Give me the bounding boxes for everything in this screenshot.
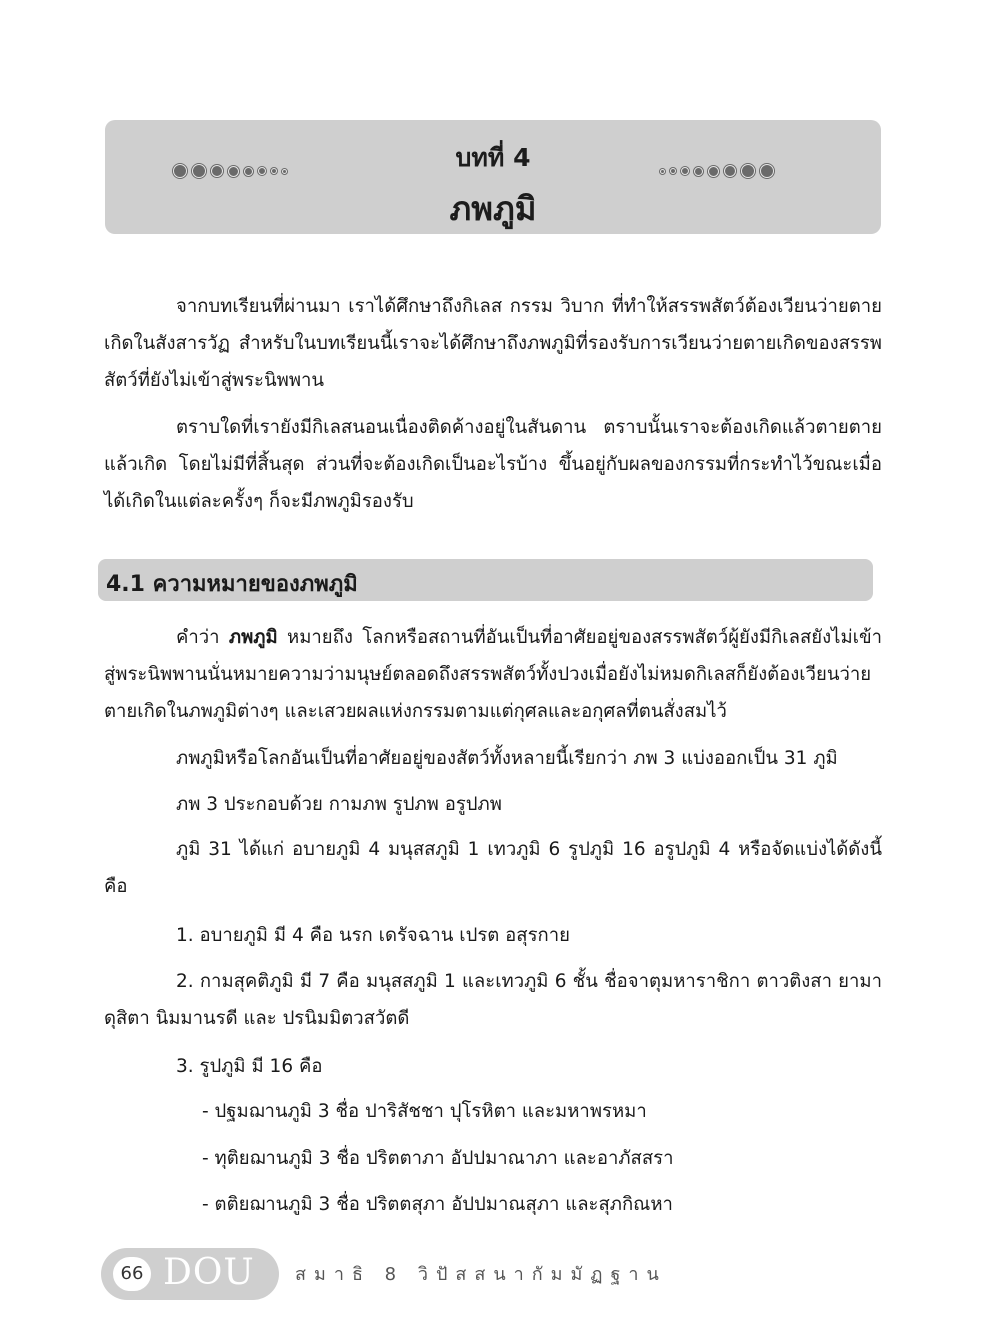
chapter-number: บทที่ 4 [455,143,531,172]
list-item-2: 2. กามสุคติภูมิ มี 7 คือ มนุสสภูมิ 1 และเทวภูมิ 6 ชั้น ชื่อจาตุมหาราชิกา ตาวติงสา ยามา ดุสิตา นิมมานรดี และ ปรนิมมิตวสวัตดี [104,971,882,1029]
worlds-paragraph: ภพภูมิหรือโลกอันเป็นที่อาศัยอยู่ของสัตว์ทั้งหลายนี้เรียกว่า ภพ 3 แบ่งออกเป็น 31 ภูมิ [176,748,838,769]
page-number: 66 [113,1257,151,1291]
section-title: 4.1 ความหมายของภพภูมิ [106,572,358,597]
sub-item-2: - ทุติยฌานภูมิ 3 ชื่อ ปริตตาภา อัปปมาณาภา และอาภัสสรา [202,1148,674,1169]
bhumi-31-paragraph: ภูมิ 31 ได้แก่ อบายภูมิ 4 มนุสสภูมิ 1 เทวภูมิ 6 รูปภูมิ 16 อรูปภูมิ 4 หรือจัดแบ่งได้ดังนี้ คือ [104,839,882,897]
footer-badge [101,1248,279,1300]
intro-paragraph-2: ตราบใดที่เรายังมีกิเลสนอนเนื่องติดค้างอยู่ในสันดาน ตราบนั้นเราจะต้องเกิดแล้วตายตายแล้วเกิด โดยไม่มีที่สิ้นสุด ส่วนที่จะต้องเกิดเป็นอะไรบ้าง ขึ้นอยู่กับผลของกรรมที่กระทำไว้ขณะเมื่อได้เกิดในแต่ละครั้งๆ ก็จะมีภพภูมิรองรับ [104,417,882,512]
bhava-paragraph: ภพ 3 ประกอบด้วย กามภพ รูปภพ อรูปภพ [176,794,502,815]
definition-text: หมายถึง โลกหรือสถานที่อันเป็นที่อาศัยอยู่ของสรรพสัตว์ผู้ยังมีกิเลสยังไม่เข้าสู่พระนิพพานนั่นหมายความว่ามนุษย์ตลอดถึงสรรพสัตว์ทั้งปวงเมื่อยังไม่หมดกิเลสก็ยังต้องเวียนว่ายตายเกิดในภพภูมิต่างๆ และเสวยผลแห่งกรรมตามแต่กุศลและอกุศลที่ตนสั่งสมไว้ [104,627,882,722]
list-item-3: 3. รูปภูมิ มี 16 คือ [176,1056,323,1077]
sub-item-3: - ตติยฌานภูมิ 3 ชื่อ ปริตตสุภา อัปปมาณสุภา และสุภกิณหา [202,1194,673,1215]
definition-prefix: คำว่า [176,627,229,648]
chapter-title: ภพภูมิ [449,189,537,228]
sub-item-1: - ปฐมฌานภูมิ 3 ชื่อ ปาริสัชชา ปุโรหิตา และมหาพรหมา [202,1101,647,1122]
intro-paragraph-1: จากบทเรียนที่ผ่านมา เราได้ศึกษาถึงกิเลส กรรม วิบาก ที่ทำให้สรรพสัตว์ต้องเวียนว่ายตายเกิดในสังสารวัฏ สำหรับในบทเรียนนี้เราจะได้ศึกษาถึงภพภูมิที่รองรับการเวียนว่ายตายเกิดของสรรพสัตว์ที่ยังไม่เข้าสู่พระนิพพาน [104,296,882,391]
section-heading-bar [98,559,873,601]
dou-logo: DOU [163,1252,255,1293]
definition-term: ภพภูมิ [228,627,278,648]
decorative-dots-right [660,160,779,182]
list-item-1: 1. อบายภูมิ มี 4 คือ นรก เดรัจฉาน เปรต อสุรกาย [176,925,570,946]
chapter-banner [105,120,881,234]
definition-paragraph [104,619,882,730]
running-title: สมาธิ 8 วิปัสสนากัมมัฏฐาน [295,1264,667,1285]
